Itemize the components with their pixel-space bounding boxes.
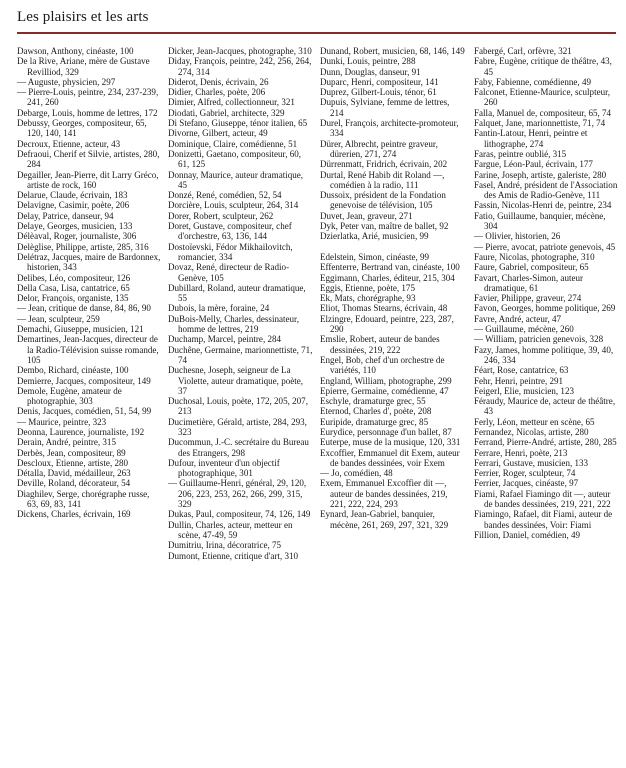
index-entry: Doret, Gustave, compositeur, chef d'orchestre, 63, 136, 144: [168, 221, 292, 242]
index-entry: — Pierre-Louis, peintre, 234, 237-239, 241, 260: [17, 87, 159, 108]
index-entry: Eternod, Charles d', poète, 208: [320, 406, 432, 417]
index-entry: Falquet, Jane, marionnettiste, 71, 74: [474, 118, 606, 129]
index-entry: Détalla, David, médailleur, 263: [17, 468, 131, 479]
index-entry: Eggis, Etienne, poète, 175: [320, 282, 415, 293]
index-entry: Degailler, Jean-Pierre, dit Larry Gréco, artiste de rock, 160: [17, 169, 159, 190]
index-entry: Elzingre, Edouard, peintre, 223, 287, 290: [320, 313, 454, 335]
index-entry: Delavigne, Casimir, poète, 206: [17, 200, 130, 211]
index-entry: — Jo, comédien, 48: [320, 468, 393, 479]
index-entry: Fernandez, Nicolas, artiste, 280: [474, 426, 589, 437]
index-entry: Effenterre, Bertrand van, cinéaste, 100: [320, 262, 460, 273]
index-entry: Fantin-Latour, Henri, peintre et lithographe, 274: [474, 128, 588, 149]
index-entry: Fazy, James, homme politique, 39, 40, 246, 334: [474, 344, 614, 365]
index-entry: Fatio, Guillaume, banquier, mécène, 304: [474, 210, 606, 232]
index-entry: Demartines, Jean-Jacques, directeur de la Radio-Télévision suisse romande, 105: [17, 334, 159, 365]
index-entry: Fabre, Eugène, critique de théâtre, 43, 45: [474, 56, 612, 77]
index-entry: Ek, Mats, chorégraphe, 93: [320, 293, 416, 304]
index-entry: Ducommun, J.-C. secrétaire du Bureau des Etrangers, 298: [168, 437, 309, 458]
index-entry: Duchamp, Marcel, peintre, 284: [168, 334, 282, 345]
index-entry: Ferrier, Jacques, cinéaste, 97: [474, 478, 579, 489]
index-entry: Ferly, Léon, metteur en scène, 65: [474, 416, 595, 427]
index-entry: Excoffier, Emmanuel dit Exem, auteur de bandes dessinées, voir Exem: [320, 447, 460, 468]
index-entry: Delor, François, organiste, 135: [17, 293, 129, 304]
index-entry: Favier, Philippe, graveur, 274: [474, 293, 582, 304]
index-entry: Defraoui, Cherif et Silvie, artistes, 280, 284: [17, 148, 160, 170]
index-entry: Faby, Fabienne, comédienne, 49: [474, 76, 591, 87]
index-entry: Durel, François, architecte-promoteur, 334: [320, 118, 459, 139]
index-entry: Dicker, Jean-Jacques, photographe, 310: [168, 46, 312, 56]
index-entry: Délèaval, Roger, journaliste, 306: [17, 231, 137, 242]
index-entry: Duparc, Henri, compositeur, 141: [320, 76, 439, 87]
index-entry: Denis, Jacques, comédien, 51, 54, 99: [17, 406, 152, 417]
index-entry: — Guillaume, mécène, 260: [474, 324, 574, 335]
index-entry: Dussoix, président de la Fondation genevoise de télévision, 105: [320, 190, 446, 211]
index-entry: Durtal, René Habib dit Roland —, comédien à la radio, 111: [320, 169, 445, 190]
index-entry: Demole, Eugène, amateur de photographie, 303: [17, 385, 122, 407]
index-entry: Dürrenmatt, Fridrich, écrivain, 202: [320, 159, 448, 170]
index-entry: Dürer, Albrecht, peintre graveur, dürerien, 271, 274: [320, 138, 438, 159]
index-entry: Fabergé, Carl, orfèvre, 321: [474, 46, 572, 56]
index-entry: Derain, André, peintre, 315: [17, 437, 116, 448]
index-entry: Didier, Charles, poète, 206: [168, 87, 266, 98]
index-entry: Delaye, Georges, musicien, 133: [17, 221, 133, 232]
index-entry: Dorer, Robert, sculpteur, 262: [168, 210, 274, 221]
index-entry: Epierre, Germaine, comédienne, 47: [320, 385, 449, 396]
index-entry: Derbès, Jean, compositeur, 89: [17, 447, 126, 458]
index-entry: Divorne, Gilbert, acteur, 49: [168, 128, 268, 139]
index-entry: Edelstein, Simon, cinéaste, 99: [320, 251, 430, 262]
index-entry: Dickens, Charles, écrivain, 169: [17, 509, 131, 520]
index-entry: Dufour, inventeur d'un objectif photographique, 301: [168, 457, 280, 479]
index-entry: Dembo, Richard, cinéaste, 100: [17, 365, 129, 376]
index-entry: Ferrari, Gustave, musicien, 133: [474, 457, 589, 468]
index-entry: De la Rive, Ariane, mère de Gustave Revilliod, 329: [17, 56, 150, 77]
index-entry: Dovaz, René, directeur de Radio-Genève, 105: [168, 262, 290, 283]
index-entry: Della Casa, Lisa, cantatrice, 65: [17, 282, 130, 293]
index-entry: Duchosal, Louis, poète, 172, 205, 207, 213: [168, 396, 308, 417]
index-entry: Diaghilev, Serge, chorégraphe russe, 63, 69, 83, 141: [17, 488, 150, 510]
index-entry: Delèglise, Philippe, artiste, 285, 316: [17, 241, 149, 252]
page-title: Les plaisirs et les arts: [17, 9, 149, 25]
index-entry: Demachi, Giuseppe, musicien, 121: [17, 324, 144, 335]
index-entry: Dunn, Douglas, danseur, 91: [320, 66, 421, 77]
index-entry: Ferrare, Henri, poète, 213: [474, 447, 568, 458]
index-entry: Eschyle, dramaturge grec, 55: [320, 396, 426, 407]
index-entry: Di Stefano, Giuseppe, ténor italien, 65: [168, 118, 308, 129]
index-entry: Dubillard, Roland, auteur dramatique, 55: [168, 282, 306, 304]
index-entry: — Pierre, avocat, patriote genevois, 45: [474, 241, 616, 252]
index-entry: Fehr, Henri, peintre, 291: [474, 375, 564, 386]
index-entry: Falla, Manuel de, compositeur, 65, 74: [474, 107, 612, 118]
index-entry: Deville, Roland, décorateur, 54: [17, 478, 131, 489]
index-entry: Dunand, Robert, musicien, 68, 146, 149: [320, 46, 465, 56]
index-entry: Diderot, Denis, écrivain, 26: [168, 76, 269, 87]
index-entry: — Guillaume-Henri, général, 29, 120, 206, 223, 253, 262, 266, 299, 315, 329: [168, 478, 307, 510]
header-rule: [17, 32, 616, 34]
index-entry: — William, patricien genevois, 328: [474, 334, 604, 345]
index-entry: Ducimetière, Gérald, artiste, 284, 293, 323: [168, 416, 307, 437]
index-entry: Duvet, Jean, graveur, 271: [320, 210, 413, 221]
page-header: [0, 0, 626, 36]
index-entry: Eynard, Jean-Gabriel, banquier, mécène, 261, 269, 297, 321, 329: [320, 509, 449, 530]
index-entry: Eliot, Thomas Stearns, écrivain, 48: [320, 303, 448, 314]
index-entry: Farine, Joseph, artiste, galeriste, 280: [474, 169, 607, 180]
index-entry: Dorcière, Louis, sculpteur, 264, 314: [168, 200, 299, 211]
index-entry: Ferrand, Pierre-André, artiste, 280, 285: [474, 437, 617, 448]
index-entry: — Maurice, peintre, 323: [17, 416, 107, 427]
index-entry: Dominique, Claire, comédienne, 51: [168, 138, 298, 149]
index-entry: — Jean, critique de danse, 84, 86, 90: [17, 303, 151, 314]
index-entry: Exem, Emmanuel Excoffier dit —, auteur de bandes dessinées, 219, 221, 222, 224, 293: [320, 478, 448, 510]
index-entry: DuBois-Melly, Charles, dessinateur, homme de lettres, 219: [168, 313, 299, 335]
index-entry: Engel, Bob, chef d'un orchestre de variétés, 110: [320, 354, 445, 376]
index-entry: Ferrier, Roger, sculpteur, 74: [474, 468, 576, 479]
index-entry: Deonna, Laurence, journaliste, 192: [17, 426, 145, 437]
index-entry: Diday, François, peintre, 242, 256, 264, 274, 314: [168, 56, 312, 77]
index-entry: Fargue, Léon-Paul, écrivain, 177: [474, 159, 593, 170]
index-entry: Dimier, Alfred, collectionneur, 321: [168, 97, 295, 108]
index-entry: Duprez, Gilbert-Louis, ténor, 61: [320, 87, 437, 98]
index-entry: Féraudy, Maurice de, acteur de théâtre, 43: [474, 396, 616, 417]
index-entry: Fiamingo, Rafael, dit Fiami, auteur de bandes dessinées, Voir: Fiami: [474, 509, 613, 530]
index-entry: Demierre, Jacques, compositeur, 149: [17, 375, 151, 386]
index-entry: Dubois, la mère, foraine, 24: [168, 303, 270, 314]
index-entry: Falconet, Etienne-Maurice, sculpteur, 260: [474, 87, 611, 108]
index-entry: Donizetti, Gaetano, compositeur, 60, 61, 125: [168, 148, 302, 170]
index-entry: Euterpe, muse de la musique, 120, 331: [320, 437, 461, 448]
index-column-1: [17, 46, 162, 520]
index-entry: Faure, Nicolas, photographe, 310: [474, 251, 595, 262]
index-entry: Favon, Georges, homme politique, 269: [474, 303, 616, 314]
index-entry: Dunki, Louis, peintre, 288: [320, 56, 416, 67]
index-column-2: [168, 46, 313, 561]
index-entry: — Olivier, historien, 26: [474, 231, 561, 242]
index-entry: Eurydice, personnage d'un ballet, 87: [320, 426, 452, 437]
index-entry: — Auguste, physicien, 297: [17, 76, 116, 87]
index-entry: Dumitriu, Irina, décoratrice, 75: [168, 540, 282, 551]
index-entry: Descloux, Etienne, artiste, 280: [17, 457, 129, 468]
index-entry: England, William, photographe, 299: [320, 375, 452, 386]
index-entry: Debussy, Georges, compositeur, 65, 120, 140, 141: [17, 118, 147, 139]
index-entry: Duchesne, Joseph, seigneur de La Violette, auteur dramatique, poète, 37: [168, 365, 304, 396]
index-entry: Delibes, Léo, compositeur, 126: [17, 272, 131, 283]
index-entry: Faure, Gabriel, compositeur, 65: [474, 262, 589, 273]
index-entry: Feigerl, Elie, musicien, 123: [474, 385, 574, 396]
index-entry: Euripide, dramaturge grec, 85: [320, 416, 429, 427]
index-column-4: [474, 46, 619, 540]
index-entry: Dzierlatka, Arié, musicien, 99: [320, 231, 429, 242]
index-entry: Dostoïevski, Fédor Mikhailovitch, romancier, 334: [168, 241, 293, 262]
index-entry: Dumont, Etienne, critique d'art, 310: [168, 550, 299, 561]
index-entry: Dukas, Paul, compositeur, 74, 126, 149: [168, 509, 311, 520]
index-entry: Emslie, Robert, auteur de bandes dessinées, 219, 222: [320, 334, 440, 355]
index-entry: Delay, Patrice, danseur, 94: [17, 210, 114, 221]
section-gap: [320, 242, 465, 252]
index-column-3: [320, 46, 465, 530]
index-entry: — Jean, sculpteur, 259: [17, 313, 100, 324]
index-entry: Delétraz, Jacques, maire de Bardonnex, historien, 343: [17, 251, 161, 273]
index-entry: Féart, Rose, cantatrice, 63: [474, 365, 569, 376]
index-entry: Duchêne, Germaine, marionnettiste, 71, 74: [168, 344, 313, 365]
index-entry: Delarue, Claude, écrivain, 183: [17, 190, 128, 201]
index-entry: Fassin, Nicolas-Henri de, peintre, 234: [474, 200, 612, 211]
index-entry: Decroux, Etienne, acteur, 43: [17, 138, 121, 149]
index-entry: Fasel, André, président de l'Association des Amis de Radio-Genève, 111: [474, 179, 618, 201]
index-entry: Favre, André, acteur, 47: [474, 313, 562, 324]
index-entry: Debarge, Louis, homme de lettres, 172: [17, 107, 158, 118]
index-entry: Eggimann, Charles, éditeur, 215, 304: [320, 272, 455, 283]
index-entry: Diodati, Gabriel, architecte, 329: [168, 107, 285, 118]
index-entry: Favart, Charles-Simon, auteur dramatique, 61: [474, 272, 584, 293]
index-entry: Dupuis, Sylviane, femme de lettres, 214: [320, 97, 450, 118]
index-entry: Donzé, René, comédien, 52, 54: [168, 190, 282, 201]
index-entry: Fillion, Daniel, comédien, 49: [474, 529, 581, 540]
index-entry: Dawson, Anthony, cinéaste, 100: [17, 46, 134, 56]
index-entry: Fiami, Rafael Fiamingo dit —, auteur de bandes dessinées, 219, 221, 222: [474, 488, 611, 510]
index-entry: Dullin, Charles, acteur, metteur en scène, 47-49, 59: [168, 519, 293, 540]
index-entry: Faras, peintre oublié, 315: [474, 148, 567, 159]
index-entry: Dyk, Peter van, maître de ballet, 92: [320, 221, 449, 232]
index-entry: Donnay, Maurice, auteur dramatique, 45: [168, 169, 304, 190]
